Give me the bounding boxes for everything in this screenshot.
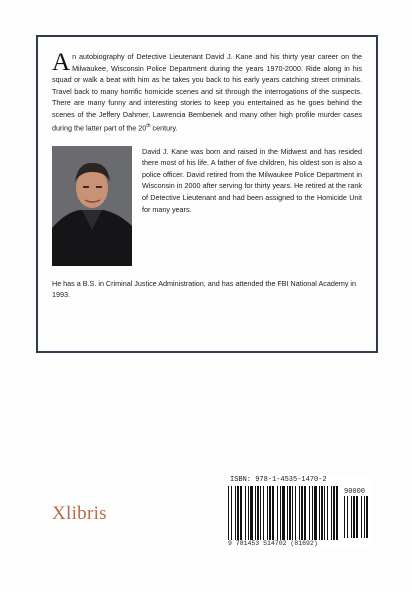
isbn-barcode <box>226 474 370 550</box>
price-barcode-bars <box>344 496 368 538</box>
price-code: 90000 <box>344 488 366 496</box>
author-photo <box>52 146 132 266</box>
intro-superscript: th <box>146 122 151 129</box>
drop-cap: A <box>52 49 71 76</box>
barcode-digits: 9 781453 514702 (81692) <box>228 540 318 547</box>
publisher-logo: Xlibris <box>52 503 107 524</box>
education-text: He has a B.S. in Criminal Justice Administration, and has attended the FBI National Academy in 1993. <box>52 278 357 300</box>
intro-paragraph <box>52 51 362 134</box>
isbn-label: ISBN: 978-1-4535-1470-2 <box>230 476 327 484</box>
author-section <box>52 146 362 266</box>
barcode-bars <box>228 486 338 540</box>
blurb-frame <box>36 35 378 353</box>
author-bio: David J. Kane was born and raised in the Midwest and has resided there most of his life. A father of five children, his oldest son is also a police officer. David retired from the Milwaukee Police Department in Wisconsin in 2000 after serving for thirty years. He retired at the rank of Detective Lieutenant and had been assigned to the Homicide Unit for many years. <box>142 146 362 214</box>
intro-text: n autobiography of Detective Lieutenant David J. Kane and his thirty year career on the Milwaukee, Wisconsin Police Department during the years 1970-2000. Ride along in his squad or walk a beat with him as he takes you back to his early years catching street criminals. Travel back to many horrific homicide scenes and sit through the interrogations of the suspects. There are many funny and interesting stories to keep you entertained as he goes behind the scenes of the Jeffery Dahmer, Lawrencia Bembenek and many other high profile murder cases during the latter part of the 20 <box>52 52 362 132</box>
intro-end: century. <box>150 122 178 132</box>
